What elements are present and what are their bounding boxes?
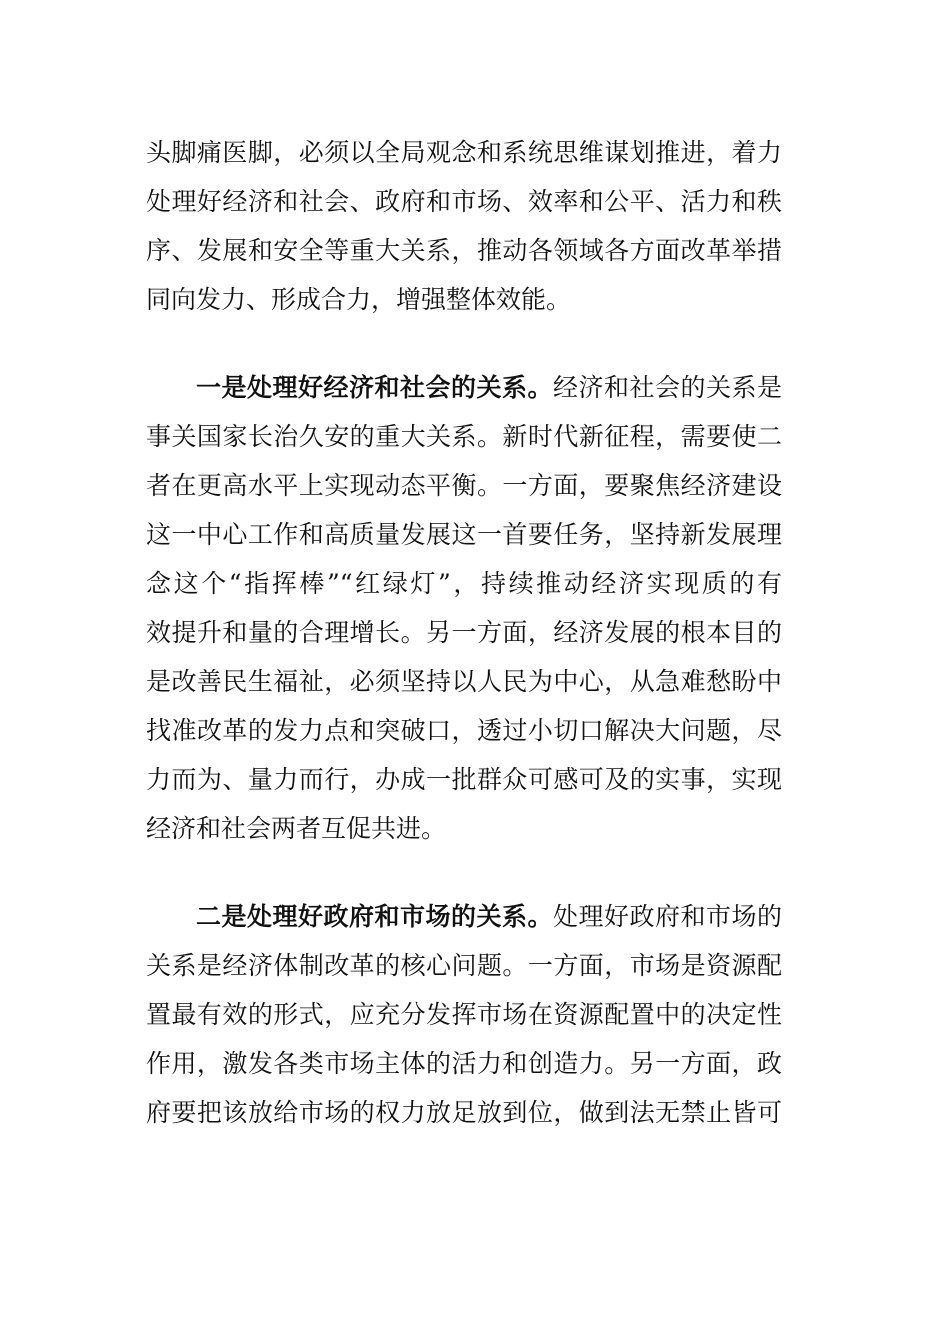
section2-line: 置最有效的形式，应充分发挥市场在资源配置中的决定性 [146, 1000, 782, 1029]
intro-line-1: 头脚痛医脚，必须以全局观念和系统思维谋划推进，着力 [146, 138, 782, 167]
section1-line: 是改善民生福祉，必须坚持以人民为中心，从急难愁盼中 [146, 667, 782, 696]
section1-heading: 一是处理好经济和社会的关系。 [196, 373, 553, 402]
section1-first-line-text: 经济和社会的关系是 [552, 373, 782, 402]
section2-heading: 二是处理好政府和市场的关系。 [196, 902, 553, 931]
section2-line: 作用，激发各类市场主体的活力和创造力。另一方面，政 [146, 1049, 782, 1078]
section1-line: 力而为、量力而行，办成一批群众可感可及的实事，实现 [146, 765, 782, 794]
section1-line: 效提升和量的合理增长。另一方面，经济发展的根本目的 [146, 618, 782, 647]
section2-line: 府要把该放给市场的权力放足放到位，做到法无禁止皆可 [146, 1098, 782, 1127]
section1-first-line [196, 363, 782, 413]
intro-line-4: 同向发力、形成合力，增强整体效能。 [146, 285, 572, 314]
section1-line: 经济和社会两者互促共进。 [146, 814, 447, 843]
section1-line: 念这个“指挥棒”“红绿灯”，持续推动经济实现质的有 [146, 569, 782, 598]
section2-first-line [196, 892, 782, 942]
section2-line: 关系是经济体制改革的核心问题。一方面，市场是资源配 [146, 951, 782, 980]
section1-line: 这一中心工作和高质量发展这一首要任务，坚持新发展理 [146, 520, 782, 549]
intro-line-3: 序、发展和安全等重大关系，推动各领域各方面改革举措 [146, 236, 782, 265]
section1-line: 找准改革的发力点和突破口，透过小切口解决大问题，尽 [146, 716, 782, 745]
intro-line-2: 处理好经济和社会、政府和市场、效率和公平、活力和秩 [146, 187, 782, 216]
section1-line: 者在更高水平上实现动态平衡。一方面，要聚焦经济建设 [146, 471, 782, 500]
section1-line: 事关国家长治久安的重大关系。新时代新征程，需要使二 [146, 422, 782, 451]
section2-first-line-text: 处理好政府和市场的 [552, 902, 782, 931]
